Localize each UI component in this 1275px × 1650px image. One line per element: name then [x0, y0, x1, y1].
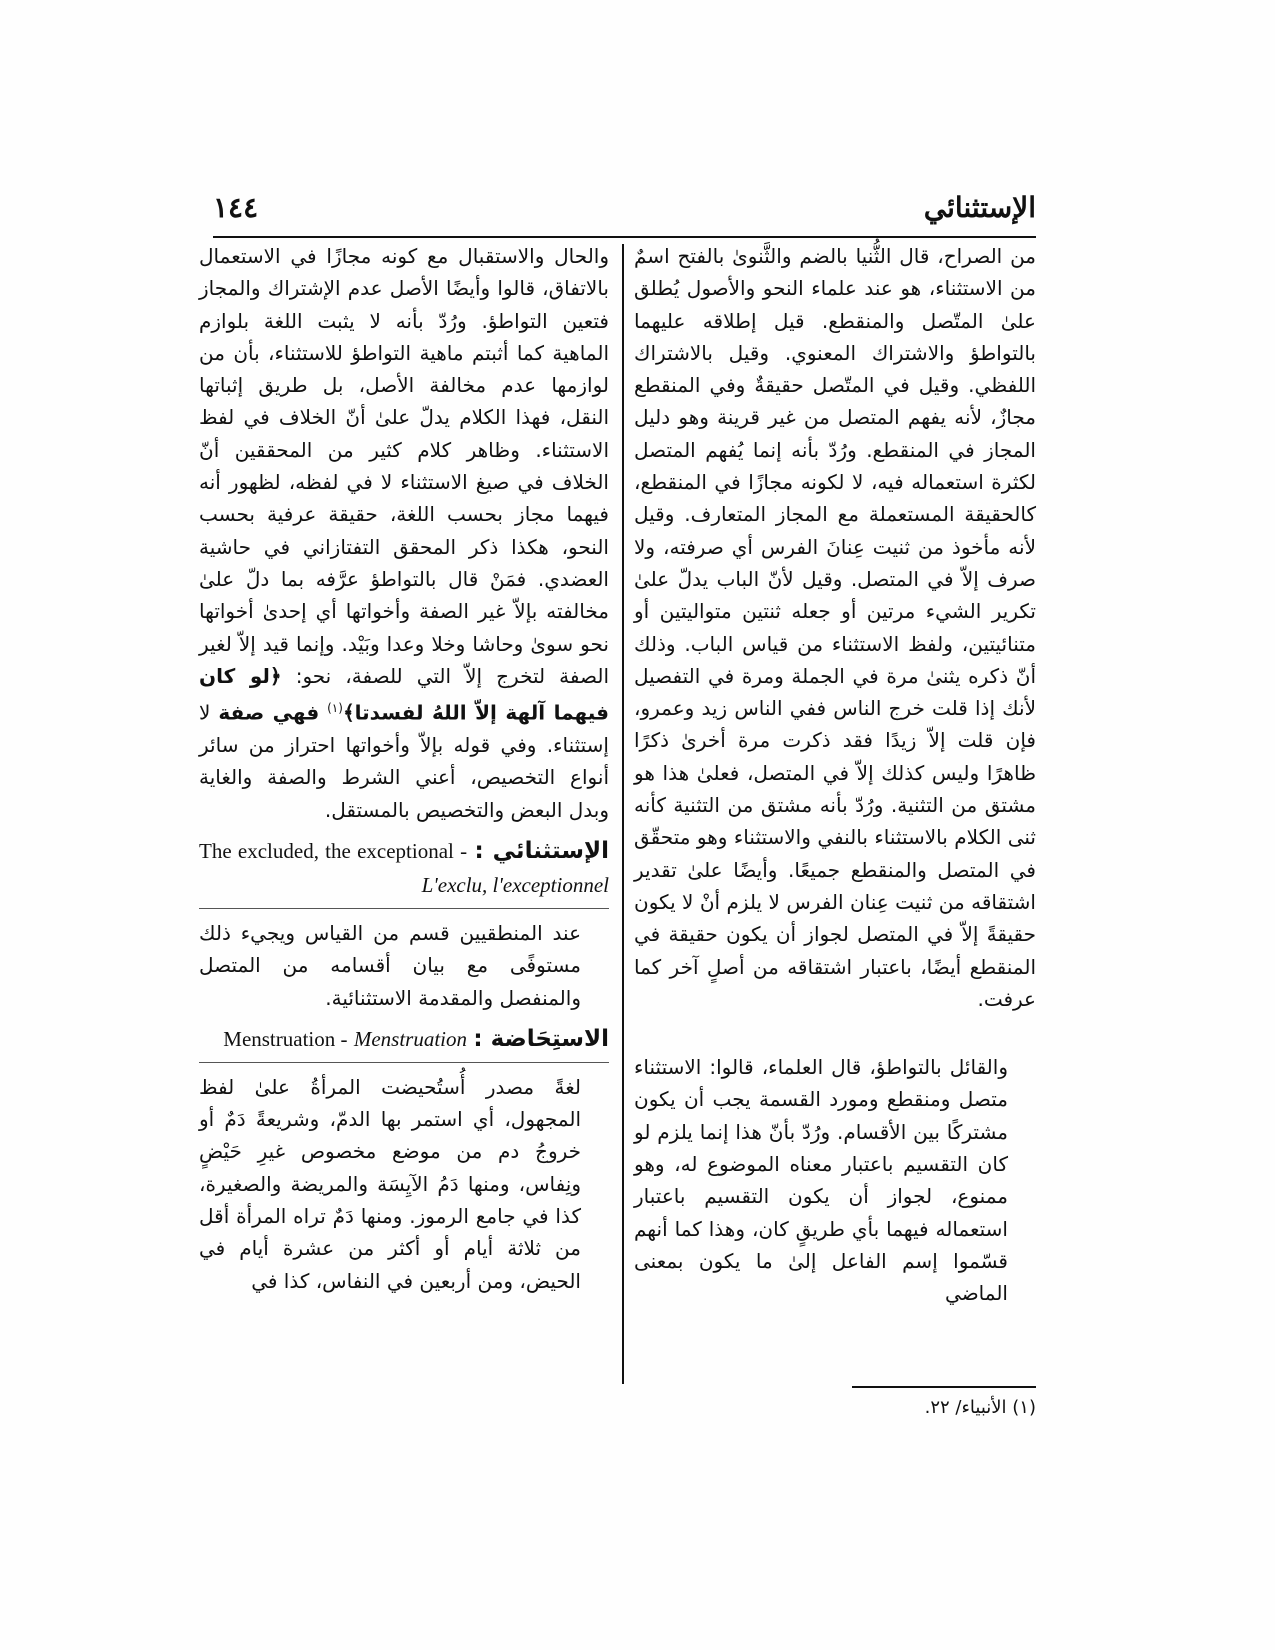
- entry-term-english: Menstruation -: [223, 1026, 348, 1051]
- right-column: [634, 240, 1036, 1310]
- running-title: الإستثنائي: [923, 191, 1036, 224]
- running-head: [213, 188, 1036, 232]
- entry-term-arabic: الإستثنائي :: [474, 838, 610, 864]
- left-column: [199, 240, 609, 1297]
- quran-quote: ﴿لو كان فيهما آلهة إلاّ اللهُ لفسدتا﴾: [199, 663, 609, 725]
- column-divider: [622, 244, 624, 1384]
- entry-rule: [199, 908, 609, 909]
- page-number: ١٤٤: [213, 191, 259, 224]
- entry-term-french: Menstruation: [353, 1026, 468, 1051]
- entry-definition-istithnai: عند المنطقيين قسم من القياس ويجيء ذلك مستوفًى مع بيان أقسامه من المتصل والمنفصل والمقدمة الاستثنائية.: [199, 921, 581, 1010]
- footnote-rule: [852, 1386, 1036, 1388]
- header-rule: [213, 236, 1036, 238]
- entry-definition-istihada: لغةً مصدر أُستُحيضت المرأةُ علىٰ لفظ المجهول، أي استمر بها الدمّ، وشريعةً دَمٌ أو خروجُ دم من موضع مخصوص غيرِ حَيْضٍ ونِفاس، ومنها دَمُ الآيِسَة والمريضة والصغيرة، كذا في جامع الرموز. ومنها دَمٌ تراه المرأة أقل من ثلاثة أيام أو أكثر من عشرة أيام في الحيض، ومن أربعين في النفاس، كذا في: [199, 1074, 581, 1293]
- left-paragraph-1a: والحال والاستقبال مع كونه مجازًا في الاستعمال بالاتفاق، قالوا وأيضًا الأصل عدم الإشتراك والمجاز فتعين التواطؤ. ورُدّ بأنه لا يثبت اللغة بلوازم الماهية كما أثبتم ماهية التواطؤ للاستثناء، بأن من لوازمها عدم مخالفة الأصل، بل طريق إثباتها النقل، فهذا الكلام يدلّ علىٰ أنّ الخلاف في لفظ الاستثناء. وظاهر كلام كثير من المحققين أنّ الخلاف في صيغ الاستثناء لا في لفظه، لظهور أنه فيهما مجاز بحسب اللغة، حقيقة عرفية بحسب النحو، هكذا ذكر المحقق التفتازاني في حاشية العضدي. فمَنْ قال بالتواطؤ عرَّفه بما دلّ علىٰ مخالفته بإلاّ غير الصفة وأخواتها أي إحدىٰ أخواتها نحو سوىٰ وحاشا وخلا وعدا وبَيْد. وإنما قيد إلاّ لغير الصفة لتخرج إلاّ التي للصفة، نحو:: [199, 244, 609, 688]
- right-paragraph-2: والقائل بالتواطؤ، قال العلماء، قالوا: الاستثناء متصل ومنقطع ومورد القسمة يجب أن يكون مشتركًا بين الأقسام. ورُدّ بأنّ هذا إنما يلزم لو كان التقسيم باعتبار معناه الموضوع له، وهو ممنوع، لجواز أن يكون التقسيم باعتبار استعماله فيهما بأي طريقٍ كان، وهذا كما أنهم قسّموا إسم الفاعل إلىٰ ما يكون بمعنى الماضي: [634, 1055, 1008, 1306]
- left-paragraph-1c: لا إستثناء. وفي قوله بإلاّ وأخواتها احتراز من سائر أنواع التخصيص، أعني الشرط والصفة والغاية وبدل البعض والتخصيص بالمستقل.: [199, 700, 609, 822]
- entry-heading-istithnai: [199, 834, 609, 902]
- right-paragraph-1: من الصراح، قال الثُّنيا بالضم والثَّنوىٰ بالفتح اسمٌ من الاستثناء، هو عند علماء النحو والأصول يُطلق علىٰ المتّصل والمنقطع. قيل إطلاقه عليهما بالتواطؤ والاشتراك المعنوي. وقيل بالاشتراك اللفظي. وقيل في المتّصل حقيقةٌ وفي المنقطع مجازٌ، لأنه يفهم المتصل من غير قرينة وهو دليل المجاز في المنقطع. ورُدّ بأنه إنما يُفهم المتصل لكثرة استعماله فيه، لا لكونه مجازًا في المنقطع، كالحقيقة المستعملة مع المجاز المتعارف. وقيل لأنه مأخوذ من ثنيت عِنانَ الفرس أي صرفته، ولا صرف إلاّ في المتصل. وقيل لأنّ الباب يدلّ علىٰ تكرير الشيء مرتين أو جعله ثنتين متواليتين أو متنائيتين، ولفظ الاستثناء من قياس الباب. وذلك أنّ ذكره يثنىٰ مرة في الجملة ومرة في التفصيل لأنك إذا قلت خرج الناس ففي الناس زيد وعمرو، فإن قلت إلاّ زيدًا فقد ذكرت مرة أخرىٰ ذكرًا ظاهرًا وليس كذلك إلاّ في المتصل، فعلىٰ هذا هو مشتق من التثنية. ورُدّ بأنه مشتق من التثنية كأنه ثنى الكلام بالاستثناء بالنفي والاستثناء وهو متحقّق في المتصل والمنقطع جميعًا. وأيضًا علىٰ تقدير اشتقاقه من ثنيت عِنان الفرس لا يلزم أنْ لا يكون حقيقةً إلاّ في المتصل لجواز أن يكون حقيقة في المنقطع أيضًا، باعتبار اشتقاقه من أصلٍ آخر كما عرفت.: [634, 244, 1036, 1011]
- entry-term-arabic: الاستِحَاضة :: [473, 1025, 609, 1052]
- entry-term-french: L'exclu, l'exceptionnel: [421, 873, 609, 897]
- entry-rule: [199, 1062, 609, 1063]
- entry-term-english: The excluded, the exceptional -: [199, 839, 468, 863]
- footnote-marker: (١): [327, 701, 343, 716]
- footnote: (١) الأنبياء/ ٢٢.: [924, 1397, 1036, 1418]
- entry-heading-istihada: [199, 1022, 609, 1056]
- paragraph-gap: [634, 1015, 1036, 1051]
- left-paragraph-1b: فهي صفة: [218, 700, 320, 725]
- left-paragraph-1: [199, 240, 609, 826]
